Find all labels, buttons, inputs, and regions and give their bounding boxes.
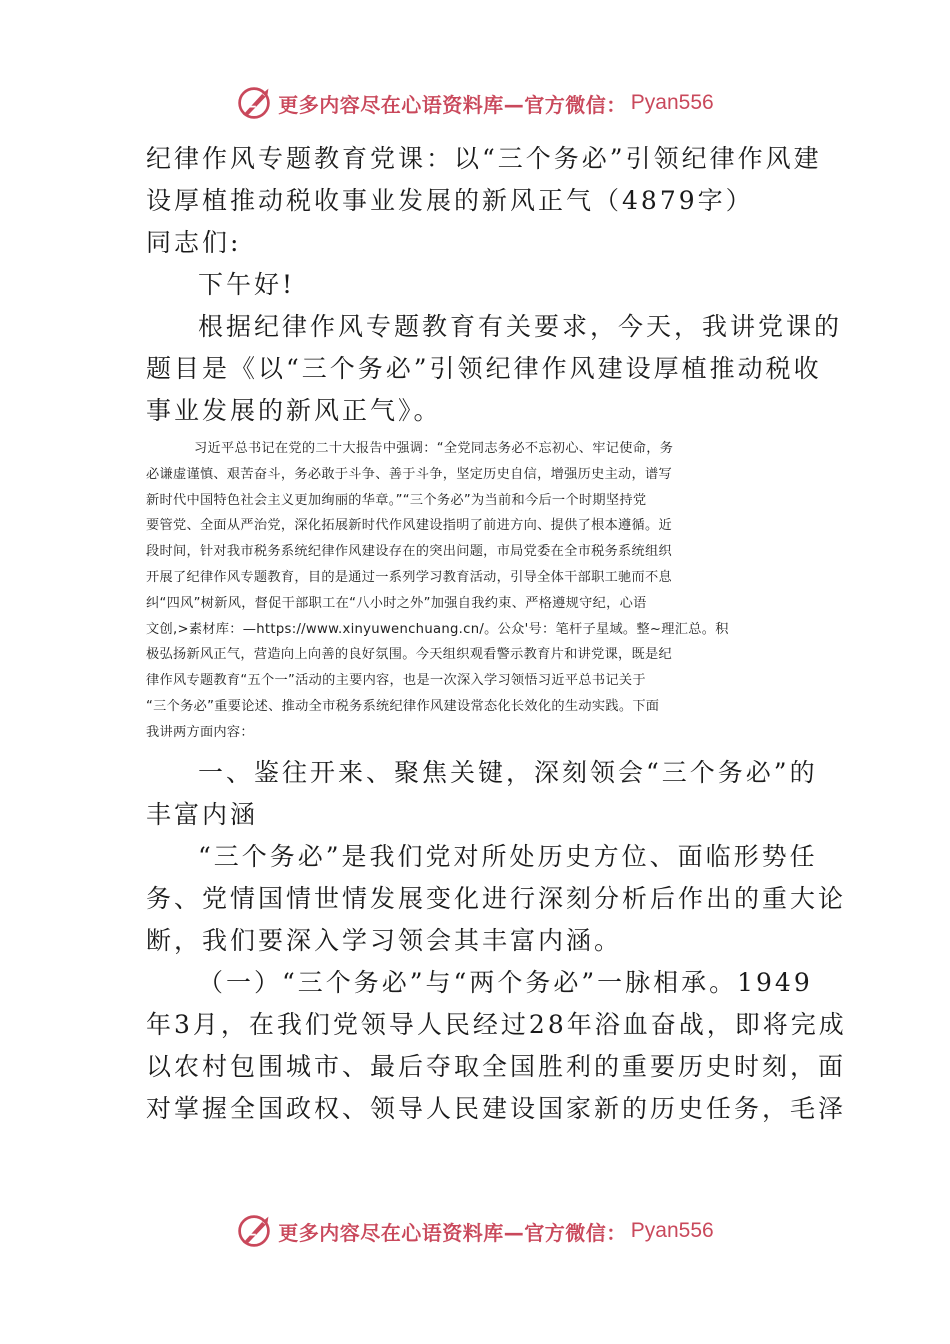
banner-wechat-id: Pyan556 <box>630 91 714 114</box>
footer-banner <box>0 1208 950 1254</box>
section-1-para-1-line-3: 断，我们要深入学习领会其丰富内涵。 <box>146 925 623 955</box>
small-line: 我讲两方面内容： <box>146 724 254 740</box>
document-body <box>146 138 847 1130</box>
section-1-heading-line-2: 丰富内涵 <box>146 799 259 829</box>
section-1-heading-line-1: 一、鉴往开来、聚焦关键，深刻领会“三个务必”的 <box>198 757 818 787</box>
section-1-para-1-line-1: “三个务必”是我们党对所处历史方位、面临形势任 <box>198 841 818 871</box>
section-1-para-1-line-2: 务、党情国情世情发展变化进行深刻分析后作出的重大论 <box>146 883 847 913</box>
small-line: 段时间，针对我市税务系统纪律作风建设存在的突出问题，市局党委在全市税务系统组织 <box>146 544 673 560</box>
section-1-para-2-line-3: 以农村包围城市、最后夺取全国胜利的重要历史时刻，面 <box>146 1051 847 1081</box>
footer-banner-text: 更多内容尽在心语资料库—官方微信： <box>278 1220 627 1245</box>
intro-line-2: 题目是《以“三个务必”引领纪律作风建设厚植推动税收 <box>146 354 822 383</box>
section-1-para-2-line-2: 年3月，在我们党领导人民经过28年浴血奋战，即将完成 <box>146 1009 847 1039</box>
section-1-para-2-line-4: 对掌握全国政权、领导人民建设国家新的历史任务，毛泽 <box>146 1093 847 1123</box>
doc-title-line-1: 纪律作风专题教育党课：以“三个务必”引领纪律作风建 <box>146 144 822 173</box>
intro-line-1: 根据纪律作风专题教育有关要求，今天，我讲党课的 <box>198 312 843 341</box>
salutation: 同志们: <box>146 228 242 257</box>
quill-pen-logo-icon <box>236 85 272 121</box>
small-line: 新时代中国特色社会主义更加绚丽的华章。”“三个务必”为当前和今后一个时期坚持党 <box>146 492 647 508</box>
small-line: 开展了纪律作风专题教育，目的是通过一系列学习教育活动，引导全体干部职工驰而不息 <box>146 569 673 585</box>
small-line: 极弘扬新风正气，营造向上向善的良好氛围。今天组织观看警示教育片和讲党课，既是纪 <box>146 647 673 663</box>
footer-banner-wechat-id: Pyan556 <box>630 1219 714 1242</box>
header-banner <box>0 80 950 126</box>
small-line: 文创,>素材库：—https://www.xinyuwenchuang.cn/。公众'号：笔杆子星域。整~理汇总。积 <box>146 621 729 637</box>
banner-text: 更多内容尽在心语资料库—官方微信： <box>278 92 627 117</box>
quill-pen-logo-icon <box>236 1213 272 1249</box>
doc-title-line-2: 设厚植推动税收事业发展的新风正气（4879字） <box>146 186 754 215</box>
small-line: 习近平总书记在党的二十大报告中强调：“全党同志务必不忘初心、牢记使命，务 <box>194 441 674 456</box>
intro-line-3: 事业发展的新风正气》。 <box>146 396 442 425</box>
small-line: 律作风专题教育“五个一”活动的主要内容，也是一次深入学习领悟习近平总书记关于 <box>146 673 646 689</box>
small-line: 纠“四风”树新风，督促干部职工在“八小时之外”加强自我约束、严格遵规守纪，心语 <box>146 595 647 611</box>
small-line: 必谦虚谨慎、艰苦奋斗，务必敢于斗争、善于斗争，坚定历史自信，增强历史主动，谱写 <box>146 466 673 482</box>
section-1-para-2-line-1: （一）“三个务必”与“两个务必”一脉相承。1949 <box>198 967 813 997</box>
greeting-hello: 下午好! <box>198 270 296 299</box>
small-line: “三个务必”重要论述、推动全市税务系统纪律作风建设常态化长效化的生动实践。下面 <box>146 698 660 714</box>
small-paragraph <box>146 436 808 746</box>
small-line: 要管党、全面从严治党，深化拓展新时代作风建设指明了前进方向、提供了根本遵循。近 <box>146 518 673 534</box>
